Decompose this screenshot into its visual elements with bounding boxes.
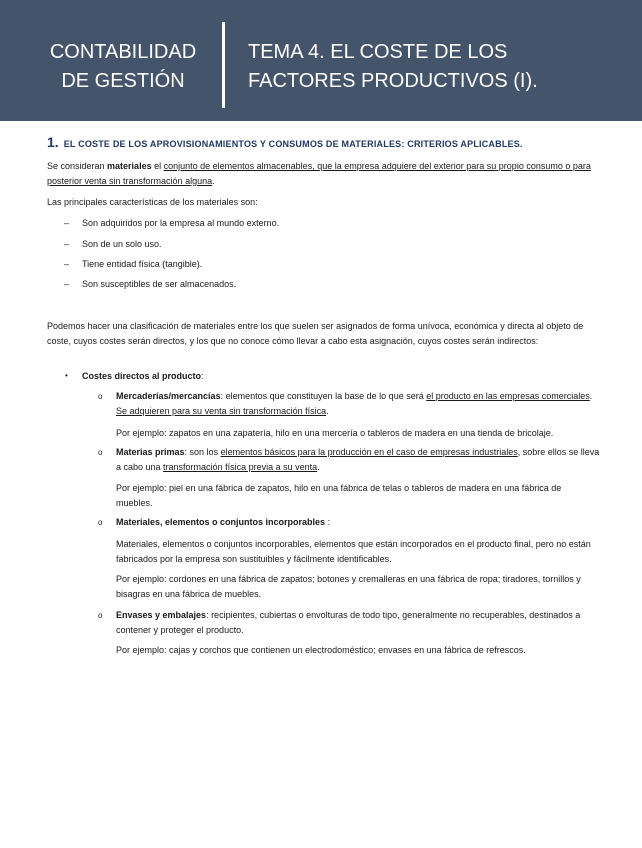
topic-line-2: FACTORES PRODUCTIVOS (I). bbox=[248, 70, 538, 92]
characteristic-item: Tiene entidad física (tangible). bbox=[82, 259, 203, 269]
intro-paragraph bbox=[47, 159, 599, 188]
direct-costs-heading bbox=[82, 369, 204, 383]
direct-costs-colon: : bbox=[201, 371, 204, 381]
subject-line-2: DE GESTIÓN bbox=[61, 70, 185, 92]
intro-bold: materiales bbox=[107, 161, 152, 171]
section-title: EL COSTE DE LOS APROVISIONAMIENTOS Y CONSUMOS DE MATERIALES: CRITERIOS APLICABLES. bbox=[63, 139, 523, 149]
definition-text: . bbox=[326, 405, 329, 416]
definition-underlined: elementos básicos para la producción en el caso de empresas industriales bbox=[220, 447, 518, 457]
envases-title: Envases y embalajes bbox=[116, 610, 207, 620]
characteristic-item: Son de un solo uso. bbox=[82, 239, 162, 249]
document-header bbox=[0, 0, 642, 121]
materias-primas-title: Materias primas bbox=[116, 447, 185, 457]
intro-text: . bbox=[212, 175, 215, 186]
mercaderias-example: Por ejemplo: zapatos en una zapatería, hilo en una mercería o tableros de madera en una tienda de bricolaje. bbox=[116, 428, 554, 438]
dash-marker: – bbox=[64, 279, 70, 289]
incorporables-definition: Materiales, elementos o conjuntos incorporables, elementos que están incorporados en el producto final, pero no están fabricados por la empresa son sustituibles y fácilmente identificables. bbox=[116, 539, 591, 564]
intro-text: el bbox=[151, 161, 164, 171]
sub-bullet-marker: o bbox=[98, 518, 103, 527]
definition-underlined: transformación física previa a su venta bbox=[163, 461, 318, 472]
direct-costs-label: Costes directos al producto bbox=[82, 371, 202, 381]
incorporables-example: Por ejemplo: cordones en una fábrica de zapatos; botones y cremalleras en una fábrica de ropa; tiradores, tornillos y bisagras en una fábrica de muebles. bbox=[116, 574, 581, 599]
intro-underlined: conjunto de elementos almacenables, que la empresa adquiere del exterior para su propio consumo o para posterior venta sin transformación alguna bbox=[47, 161, 591, 186]
dash-marker: – bbox=[64, 259, 70, 269]
characteristics-heading: Las principales características de los materiales son: bbox=[47, 197, 258, 207]
materias-primas-definition bbox=[116, 445, 600, 474]
section-number: 1. bbox=[47, 134, 59, 150]
definition-text: . bbox=[317, 461, 320, 472]
sub-bullet-marker: o bbox=[98, 392, 103, 401]
definition-text: . bbox=[589, 391, 593, 401]
subject-title bbox=[33, 38, 213, 96]
intro-text: Se consideran bbox=[47, 161, 108, 171]
envases-example: Por ejemplo: cajas y corchos que contienen un electrodoméstico; envases en una fábrica de refrescos. bbox=[116, 645, 526, 655]
subject-line-1: CONTABILIDAD bbox=[49, 41, 197, 63]
incorporables-colon: : bbox=[327, 517, 331, 527]
definition-text: , sobre ellos se lleva a cabo una bbox=[116, 447, 600, 472]
dash-marker: – bbox=[64, 239, 70, 249]
classification-paragraph: Podemos hacer una clasificación de materiales entre los que suelen ser asignados de forma unívoca, económica y directa al objeto de coste, cuyos costes serán directos, y los que no conoce cómo llevar a cabo esta asignación, cuyos costes serán indirectos: bbox=[47, 321, 584, 346]
characteristic-item: Son adquiridos por la empresa al mundo externo. bbox=[82, 218, 280, 228]
mercaderias-title: Mercaderías/mercancías bbox=[116, 391, 221, 401]
definition-text: : recipientes, cubiertas o envolturas de todo tipo, generalmente no recuperables, destinados a contener y proteger el producto. bbox=[116, 610, 581, 635]
sub-bullet-marker: o bbox=[98, 448, 103, 457]
definition-underlined: Se adquieren para su venta sin transformación física bbox=[116, 405, 327, 416]
definition-underlined: el producto en las empresas comerciales bbox=[426, 391, 590, 401]
topic-line-1: TEMA 4. EL COSTE DE LOS bbox=[248, 41, 508, 63]
incorporables-title: Materiales, elementos o conjuntos incorporables bbox=[116, 517, 326, 527]
header-divider bbox=[222, 22, 225, 108]
dash-marker: – bbox=[64, 218, 70, 228]
incorporables-heading bbox=[116, 515, 600, 530]
section-heading bbox=[47, 134, 523, 150]
characteristic-item: Son susceptibles de ser almacenados. bbox=[82, 279, 237, 289]
sub-bullet-marker: o bbox=[98, 611, 103, 620]
mercaderias-definition bbox=[116, 389, 600, 418]
envases-definition bbox=[116, 608, 600, 637]
definition-text: : elementos que constituyen la base de lo que será bbox=[220, 391, 427, 401]
definition-text: : son los bbox=[184, 447, 221, 457]
bullet-marker: • bbox=[65, 371, 68, 380]
topic-title bbox=[248, 38, 628, 96]
materias-primas-example: Por ejemplo: piel en una fábrica de zapatos, hilo en una fábrica de telas o tableros de madera en una fábrica de muebles. bbox=[116, 483, 562, 508]
